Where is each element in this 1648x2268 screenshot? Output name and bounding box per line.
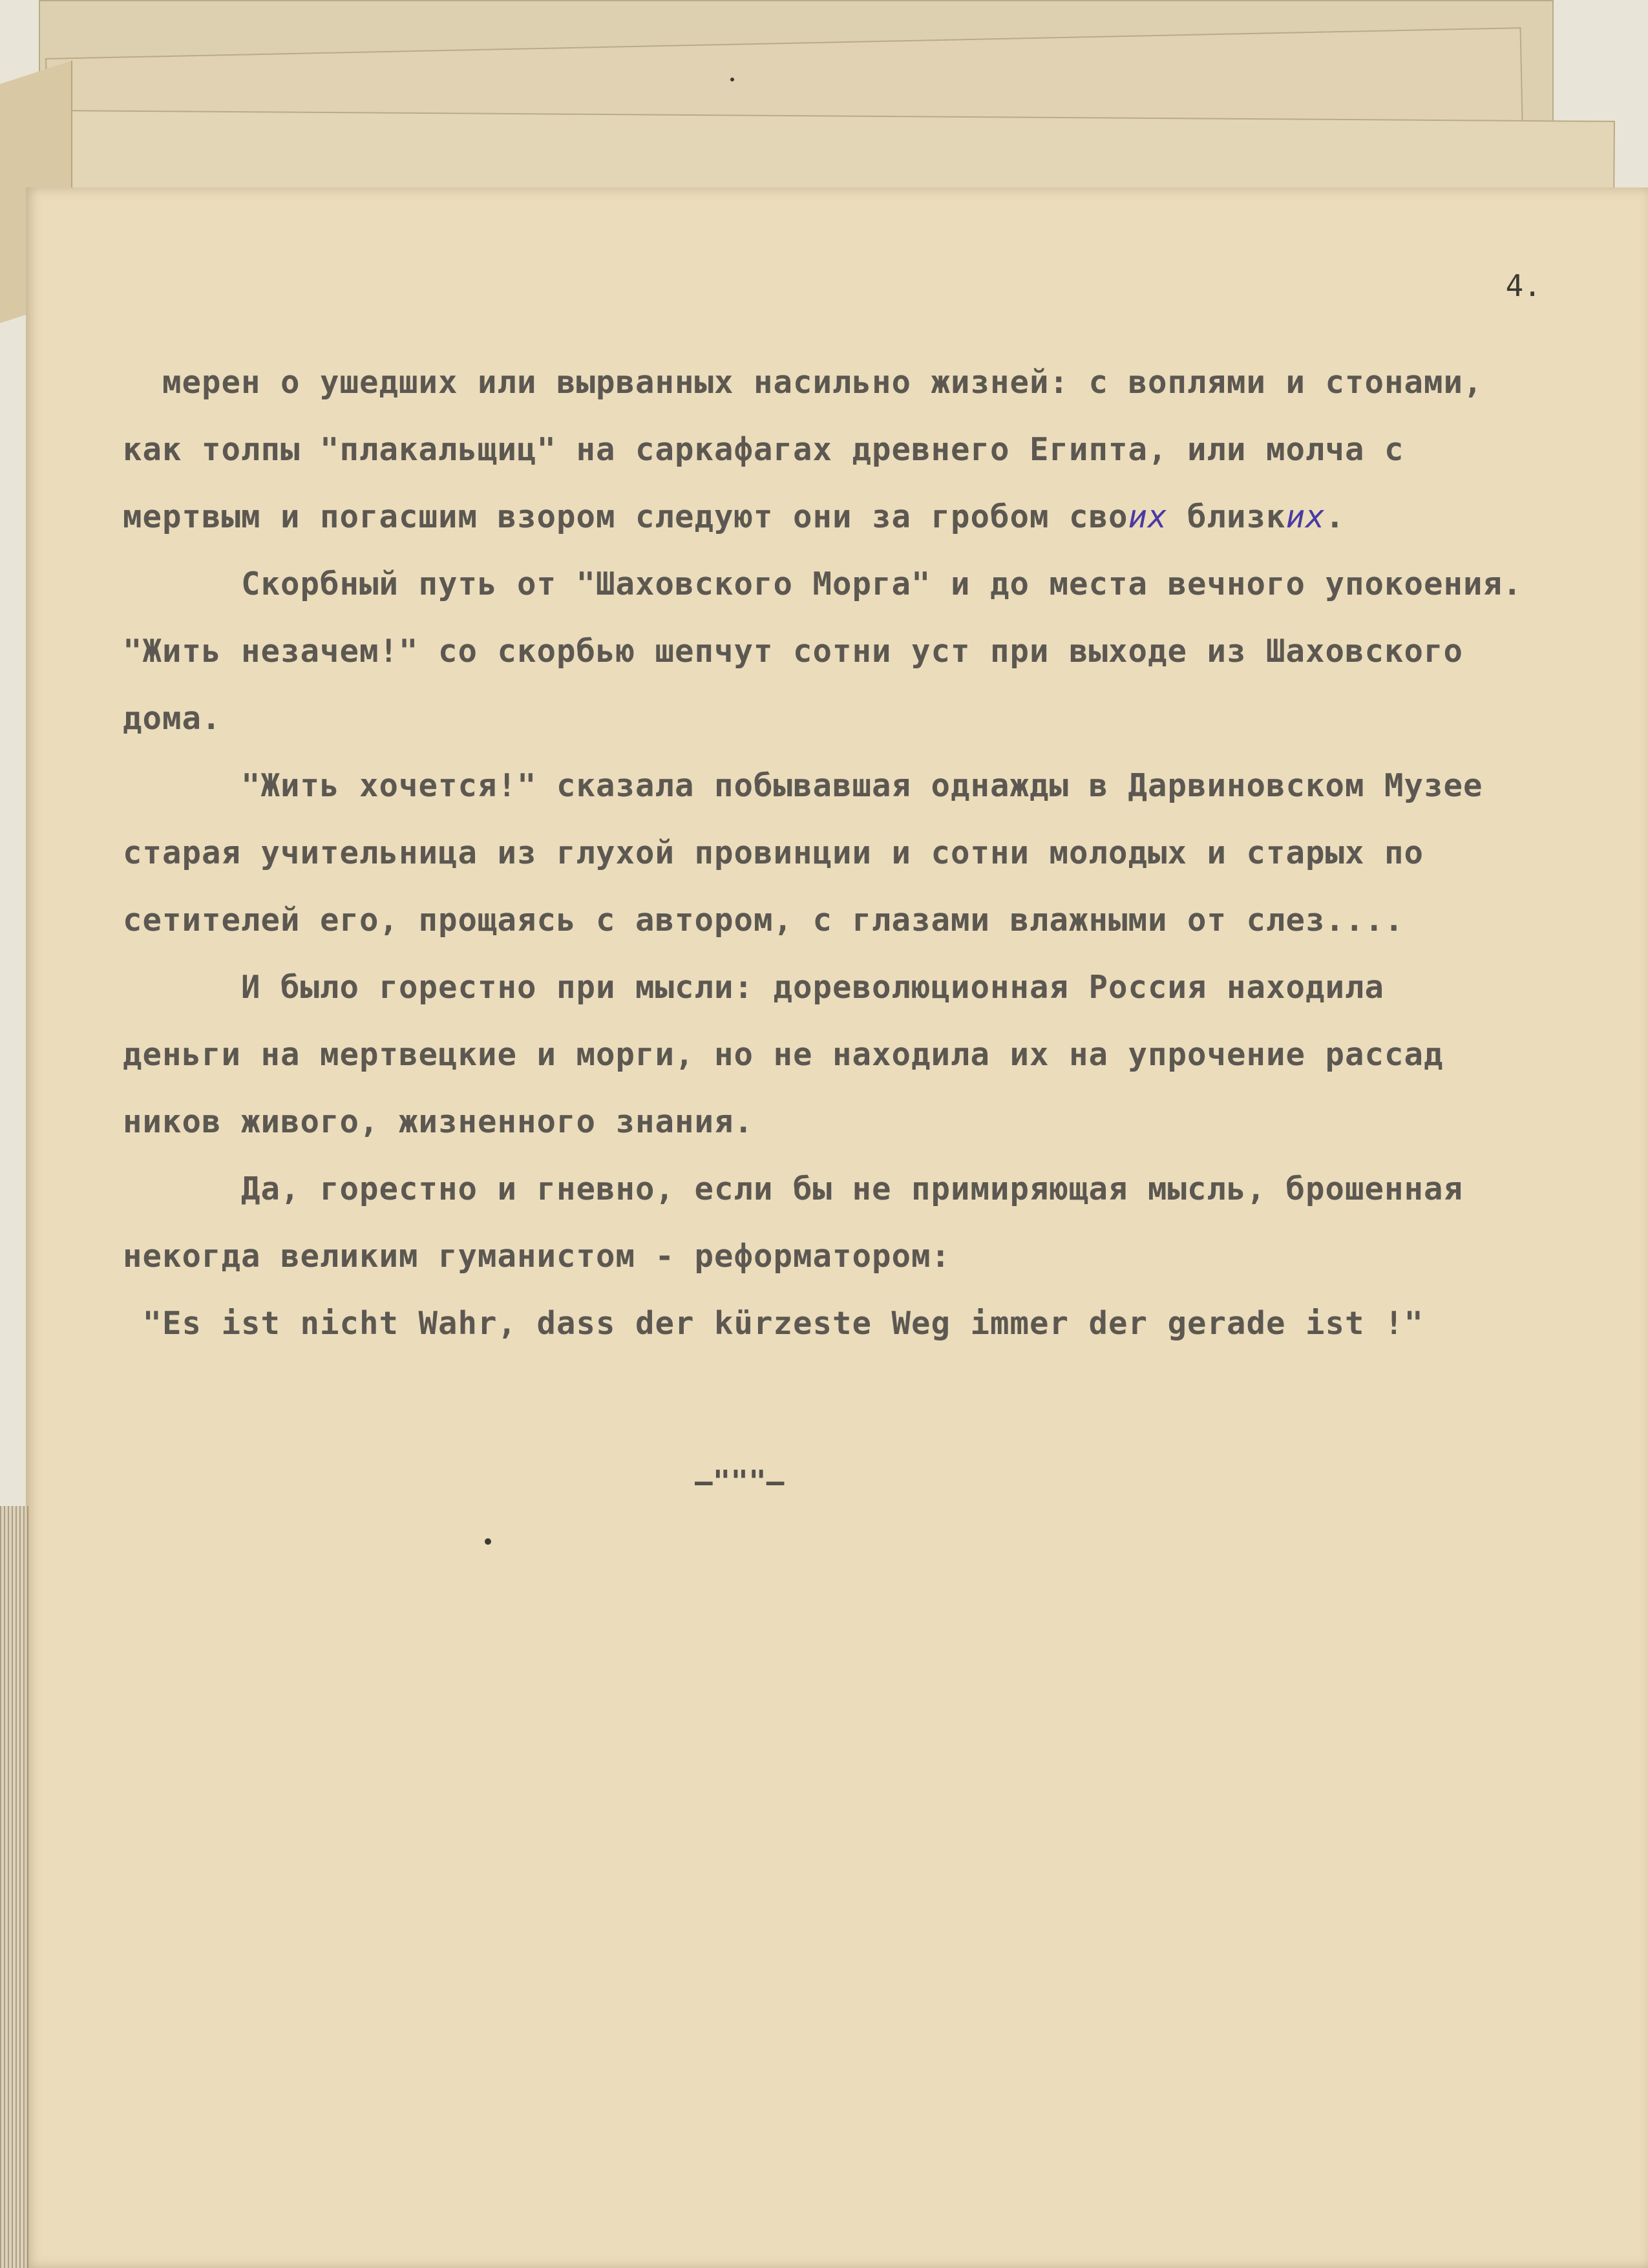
text-line: дома. xyxy=(123,700,222,737)
text-line: старая учительница из глухой провинции и сотни молодых и старых по xyxy=(123,834,1424,871)
text-line: Да, горестно и гневно, если бы не примиряющая мысль, брошенная xyxy=(123,1171,1464,1207)
text-line: деньги на мертвецкие и морги, но не находила их на упрочение рассад xyxy=(123,1036,1444,1073)
text-line: ников живого, жизненного знания. xyxy=(123,1103,754,1140)
ink-speck xyxy=(485,1538,491,1545)
text-line: мертвым и погасшим взором следуют они за гробом своих близких. xyxy=(123,498,1346,535)
text-line: "Es ist nicht Wahr, dass der kürzeste Weg immer der gerade ist !" xyxy=(123,1305,1424,1342)
handwritten-correction: их xyxy=(1285,498,1326,535)
ink-speck xyxy=(730,78,734,81)
section-divider: —"""— xyxy=(695,1464,785,1499)
text-line: "Жить хочется!" сказала побывавшая однажды в Дарвиновском Музее xyxy=(123,767,1483,804)
text-line: "Жить незачем!" со скорбью шепчут сотни уст при выходе из Шаховского xyxy=(123,633,1464,670)
page-edges xyxy=(0,1506,28,2268)
handwritten-correction: их xyxy=(1128,498,1168,535)
text-line: как толпы "плакальщиц" на саркафагах древнего Египта, или молча с xyxy=(123,431,1404,468)
text-line: Скорбный путь от "Шаховского Морга" и до места вечного упокоения. xyxy=(123,566,1523,602)
text-line: сетителей его, прощаясь с автором, с глазами влажными от слез.... xyxy=(123,902,1404,938)
page-number: 4. xyxy=(1505,268,1541,303)
text-line: мерен о ушедших или вырванных насильно жизней: с воплями и стонами, xyxy=(123,364,1483,401)
text-line: некогда великим гуманистом - реформатором: xyxy=(123,1238,951,1275)
text-line: И было горестно при мысли: дореволюционная Россия находила xyxy=(123,969,1385,1006)
typewritten-text xyxy=(123,349,1609,1357)
